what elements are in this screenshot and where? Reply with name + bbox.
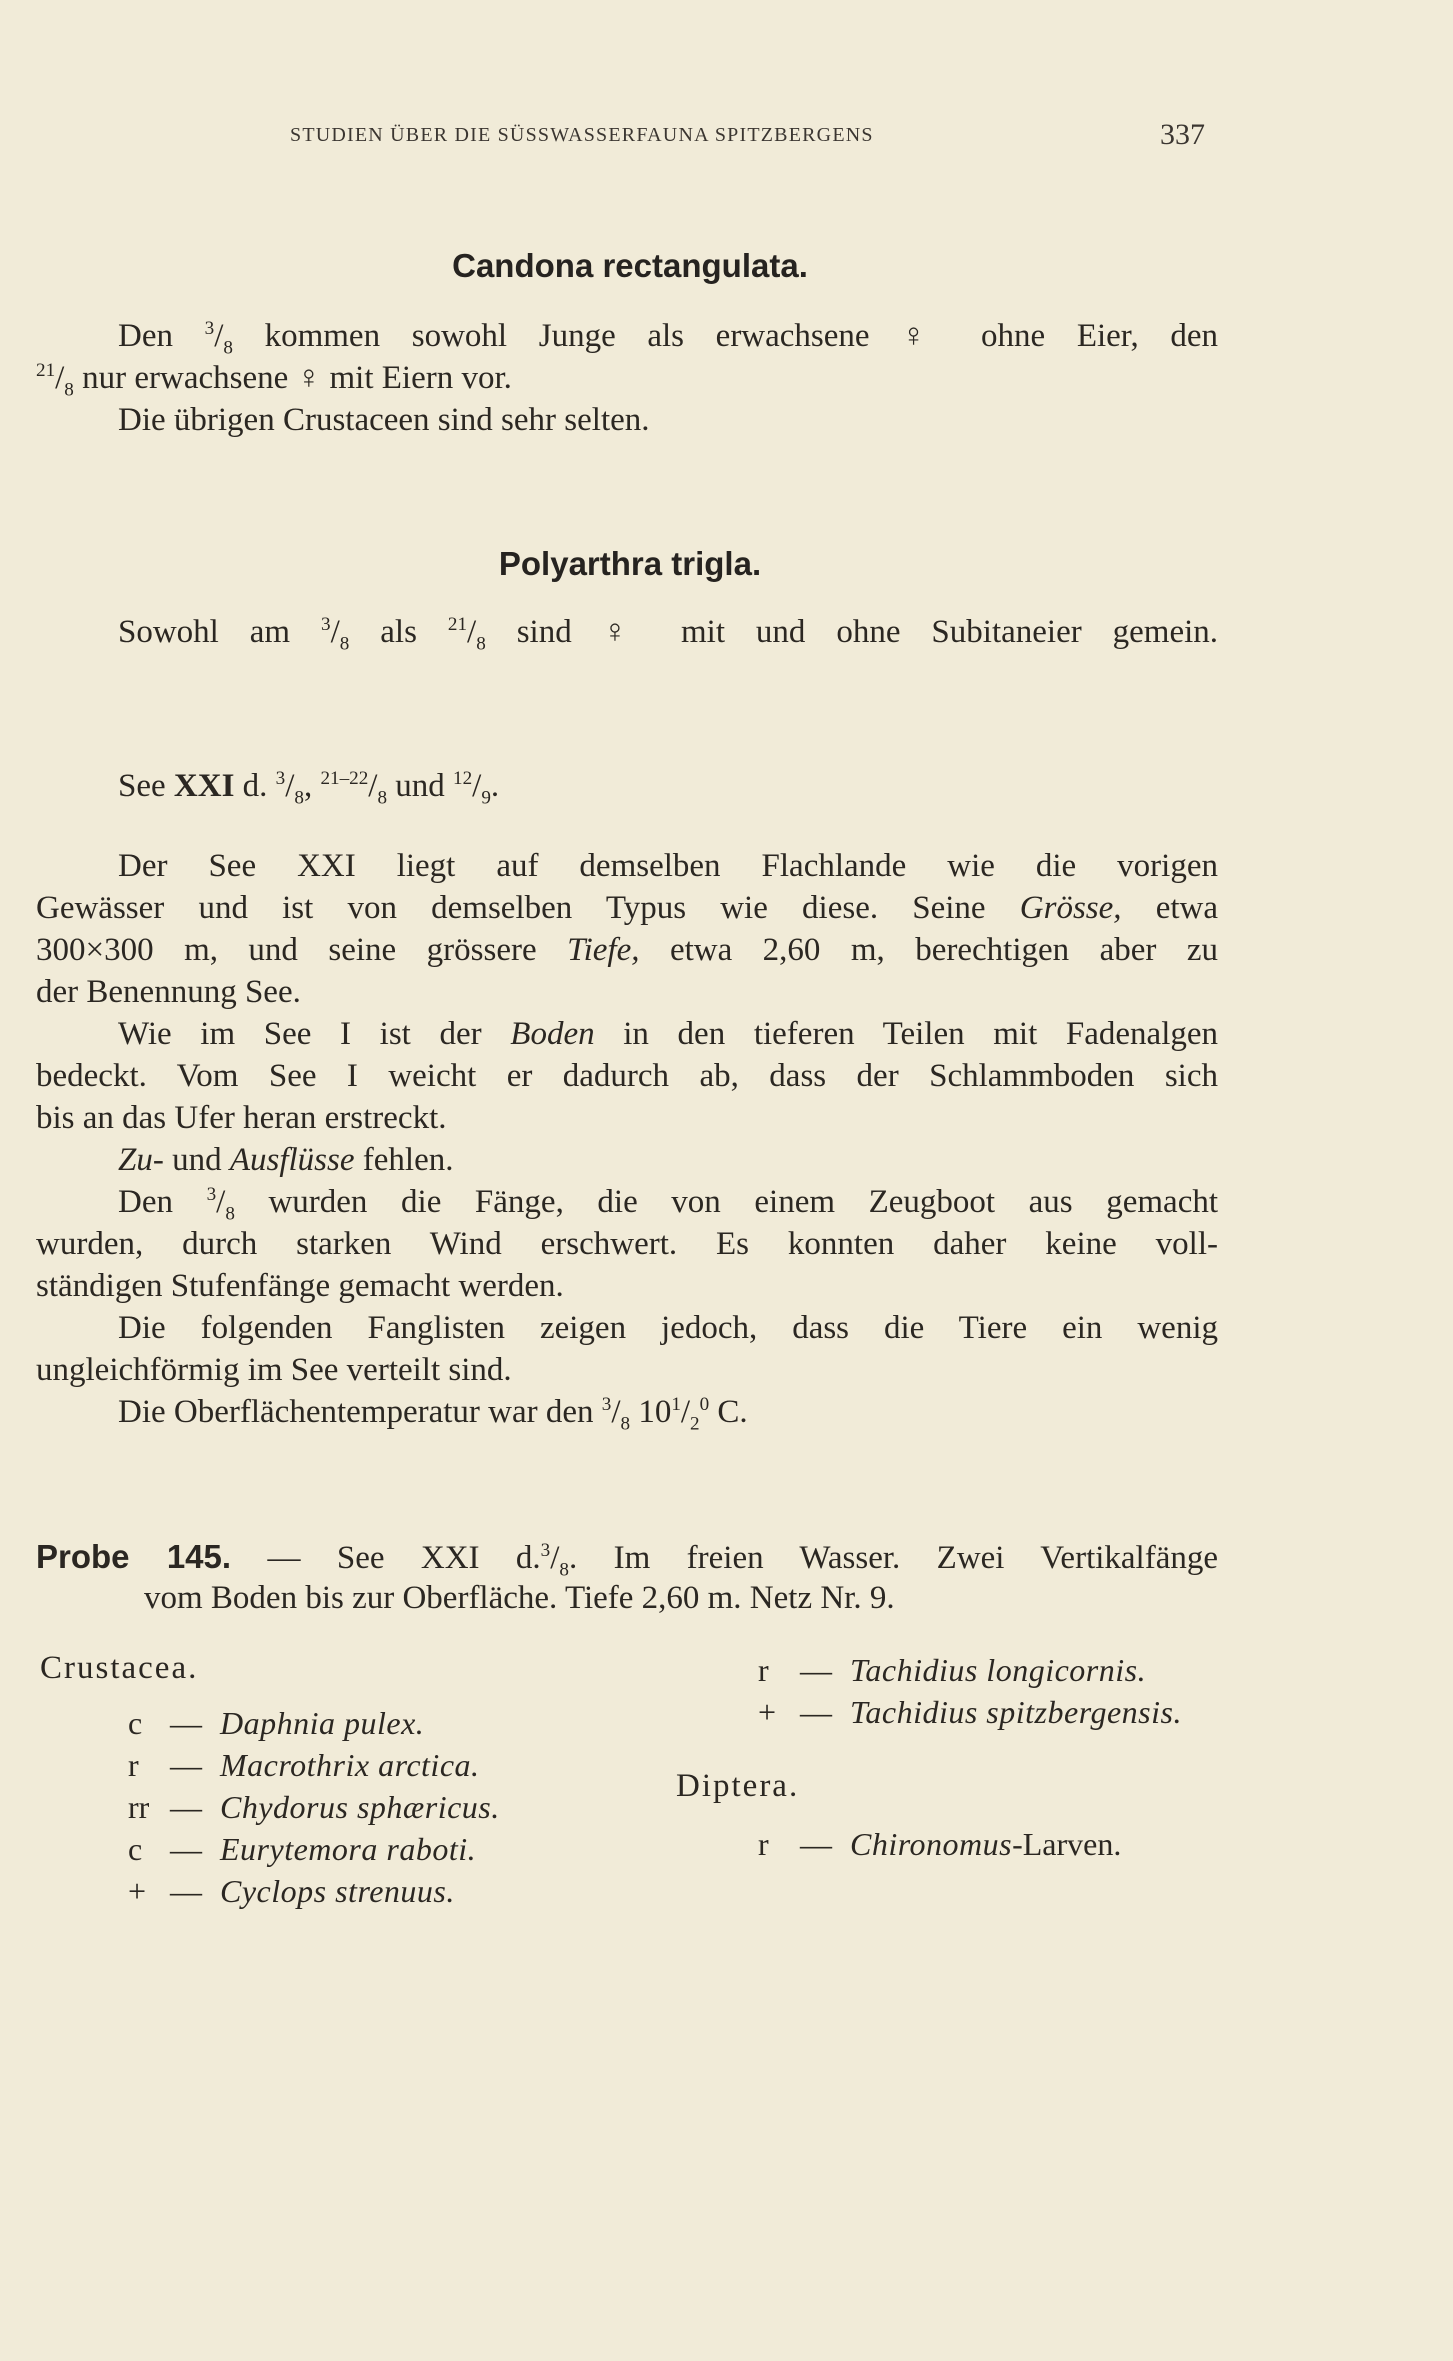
para3-word-zu: Zu- (118, 1142, 164, 1178)
fraction-range: $^{21-22}/_8$ (320, 768, 388, 809)
para2-line-2: bedeckt. Vom See I weicht er dadurch ab, dass der Schlammboden sich (36, 1058, 1218, 1094)
dash: — (170, 1831, 202, 1867)
abundance-mark: + (128, 1873, 147, 1909)
polyarthra-line-1 (118, 614, 1219, 655)
species-name: Macrothrix arctica. (220, 1747, 480, 1783)
para2-word-boden: Boden (510, 1016, 595, 1052)
para6-line-1 (118, 1394, 748, 1435)
para2-line-1-a: Wie im See I ist der (118, 1016, 482, 1052)
list-item-right-2 (758, 1694, 1182, 1731)
para1-line-3-a: 300×300 m, und seine grössere (36, 932, 537, 968)
para2-line-1 (118, 1018, 1218, 1051)
dash: — (170, 1789, 202, 1825)
fraction-3-8: $^3/_8$ (540, 1540, 569, 1581)
probe-line-1 (36, 1538, 1219, 1581)
dash: — (800, 1694, 832, 1730)
abundance-mark: rr (128, 1789, 150, 1825)
candona-text-2: nur erwachsene ♀ mit Eiern vor. (82, 360, 512, 396)
list-item-crustacea-1 (128, 1705, 424, 1742)
species-name: Chironomus (850, 1826, 1013, 1862)
fraction-3-8: $^3/_8$ (204, 318, 233, 359)
para4-line-1-b: wurden die Fänge, die von einem Zeugboot aus gemacht (268, 1184, 1219, 1220)
see-heading-und: und (395, 768, 445, 804)
candona-text-1: kommen sowohl Junge als erwachsene ♀ ohne Eier, den (264, 318, 1219, 354)
probe-line-1-a: — See XXI d. (267, 1540, 541, 1576)
para2-line-1-c: in den tieferen Teilen mit Fadenalgen (623, 1016, 1219, 1052)
abundance-mark: c (128, 1705, 143, 1741)
fraction-21-8: $^{21}/_8$ (36, 360, 74, 401)
probe-line-2: vom Boden bis zur Oberfläche. Tiefe 2,60 m. Netz Nr. 9. (144, 1580, 895, 1616)
abundance-mark: c (128, 1831, 143, 1867)
list-item-diptera-1 (758, 1826, 1121, 1863)
para3-line-1 (118, 1144, 453, 1177)
para4-line-1 (118, 1184, 1219, 1225)
list-item-crustacea-2 (128, 1747, 480, 1784)
para1-line-3-c: etwa 2,60 m, berechtigen aber zu (669, 932, 1219, 968)
polyarthra-text-c: sind ♀ mit und ohne Subitaneier gemein. (516, 614, 1219, 650)
para1-word-tiefe: Tiefe, (567, 932, 640, 968)
abundance-mark: r (758, 1652, 769, 1688)
fraction-12-9: $^{12}/_9$ (453, 768, 491, 809)
abundance-mark: r (128, 1747, 139, 1783)
polyarthra-text-b: als (380, 614, 417, 650)
list-item-crustacea-5 (128, 1873, 455, 1910)
para6-number-10: 10 (638, 1394, 672, 1430)
candona-line-1 (118, 318, 1219, 359)
species-name: Chydorus sphæricus. (220, 1789, 500, 1825)
list-item-crustacea-3 (128, 1789, 500, 1826)
see-heading: See XXI d. $^3/_8$, $^{21-22}/_8$ und $^{12}/_9$. (118, 768, 500, 809)
dash: — (800, 1652, 832, 1688)
fraction-21-8: $^{21}/_8$ (447, 614, 486, 655)
candona-line-2 (36, 360, 512, 401)
para3-word-und: und (172, 1142, 222, 1178)
polyarthra-text-a: Sowohl am (118, 614, 291, 650)
para4-line-3: ständigen Stufenfänge gemacht werden. (36, 1268, 564, 1304)
para6-unit-c: C. (717, 1394, 748, 1430)
para1-line-2-c: etwa (1155, 890, 1219, 926)
para1-word-groesse: Grösse, (1019, 890, 1122, 926)
see-heading-number: XXI (173, 768, 235, 804)
species-name: Eurytemora raboti. (220, 1831, 477, 1867)
abundance-mark: + (758, 1694, 777, 1730)
crustacea-heading: Crustacea. (40, 1650, 199, 1686)
abundance-mark: r (758, 1826, 769, 1862)
para2-line-3: bis an das Ufer heran erstreckt. (36, 1100, 447, 1136)
para3-word-fehlen: fehlen. (362, 1142, 454, 1178)
para1-line-3 (36, 934, 1218, 967)
probe-label: Probe 145. (36, 1538, 232, 1575)
para6-text-a: Die Oberflächentemperatur war den (118, 1394, 594, 1430)
para5-line-2: ungleichförmig im See verteilt sind. (36, 1352, 512, 1388)
para1-line-4: der Benennung See. (36, 974, 301, 1010)
para4-line-2: wurden, durch starken Wind erschwert. Es konnten daher keine voll- (36, 1226, 1218, 1262)
probe-line-1-b: . Im freien Wasser. Zwei Vertikalfänge (568, 1540, 1219, 1576)
candona-line-3: Die übrigen Crustaceen sind sehr selten. (118, 402, 650, 438)
word-den: Den (118, 318, 173, 354)
species-name: Daphnia pulex. (220, 1705, 425, 1741)
para1-line-1: Der See XXI liegt auf demselben Flachlande wie die vorigen (118, 848, 1218, 884)
page-number: 337 (1160, 118, 1205, 151)
para5-line-1: Die folgenden Fanglisten zeigen jedoch, dass die Tiere ein wenig (118, 1310, 1218, 1346)
dash: — (800, 1826, 832, 1862)
see-heading-see: See (118, 768, 166, 804)
running-head: STUDIEN ÜBER DIE SÜSSWASSERFAUNA SPITZBERGENS (290, 124, 874, 146)
polyarthra-heading: Polyarthra trigla. (498, 545, 762, 582)
para4-line-1-a: Den (118, 1184, 173, 1220)
fraction-3-8: $^3/_8$ (206, 1184, 235, 1225)
dash: — (170, 1705, 202, 1741)
fraction-3-8: $^3/_8$ (601, 1394, 631, 1435)
fraction-3-8: $^3/_8$ (275, 768, 304, 809)
species-name: Tachidius longicornis. (850, 1652, 1147, 1688)
list-item-right-1 (758, 1652, 1146, 1689)
diptera-heading: Diptera. (676, 1768, 800, 1804)
dash: — (170, 1873, 202, 1909)
species-name: Cyclops strenuus. (220, 1873, 455, 1909)
fraction-half: $^1/_2^0$ (671, 1394, 710, 1435)
see-heading-d: d. (242, 768, 268, 804)
para3-word-ausfluesse: Ausflüsse (229, 1142, 355, 1178)
list-item-crustacea-4 (128, 1831, 476, 1868)
dash: — (170, 1747, 202, 1783)
para1-line-2 (36, 892, 1218, 925)
fraction-3-8: $^3/_8$ (321, 614, 350, 655)
candona-heading: Candona rectangulata. (452, 247, 808, 284)
species-suffix: -Larven. (1012, 1826, 1122, 1862)
species-name: Tachidius spitzbergensis. (850, 1694, 1182, 1730)
para1-line-2-a: Gewässer und ist von demselben Typus wie diese. Seine (36, 890, 986, 926)
